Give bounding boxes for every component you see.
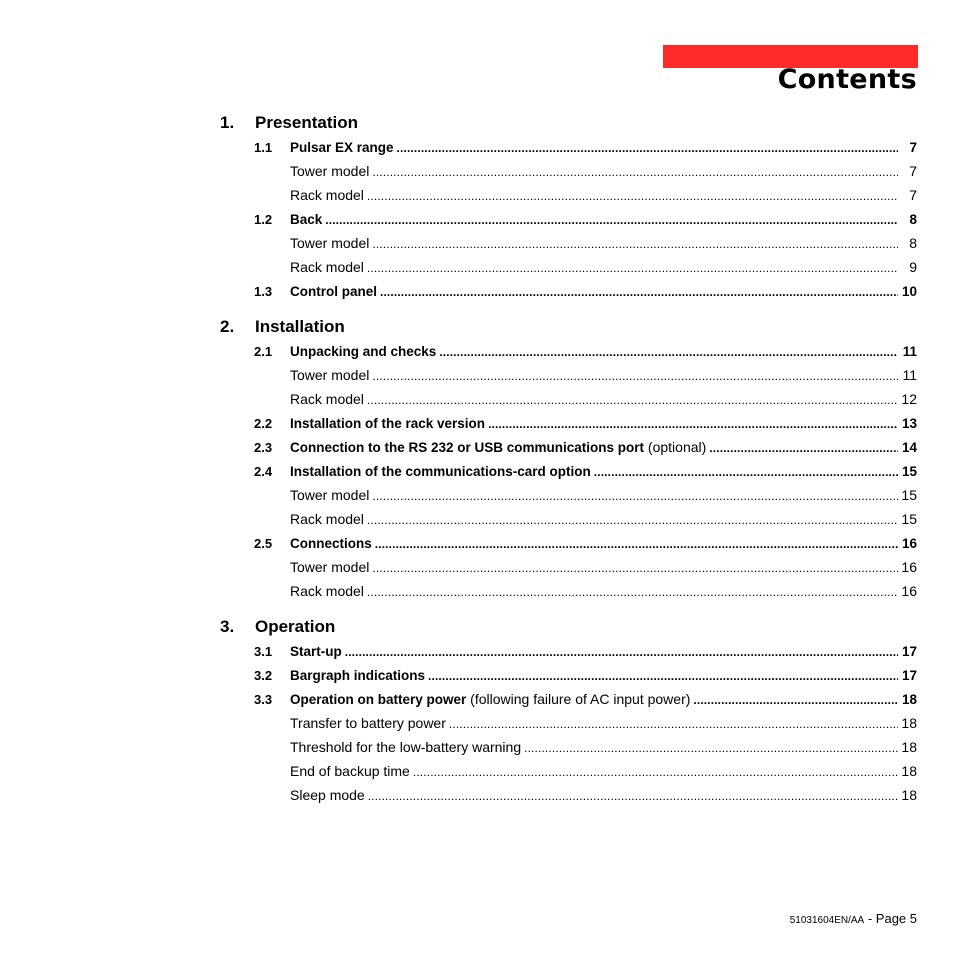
toc-entry[interactable] [220,411,917,435]
entry-label [290,532,372,556]
subentry-label: Threshold for the low-battery warning [290,739,522,755]
subentry-page: 16 [901,583,917,599]
entry-page: 10 [901,284,917,299]
section-heading [220,615,917,639]
subentry-label: Tower model [290,235,370,251]
section-heading [220,111,917,135]
entry-label [290,136,394,160]
entry-label [290,208,322,232]
entry-label [290,460,591,484]
section-number: 1. [220,113,235,132]
entry-label [290,664,425,688]
entry-number: 2.1 [254,344,273,359]
toc-subentry[interactable] [220,759,917,783]
entry-title: Operation on battery power [290,692,467,707]
toc-subentry[interactable] [220,231,917,255]
dot-leader [367,579,898,604]
toc-subentry[interactable] [220,507,917,531]
entry-number: 2.4 [254,464,273,479]
entry-title: Control panel [290,284,377,299]
entry-title: Connections [290,536,372,551]
entry-title: Installation of the rack version [290,416,486,431]
toc-subentry[interactable] [220,555,917,579]
subentry-label: Rack model [290,583,364,599]
subentry-page: 15 [901,487,917,503]
toc-entry[interactable] [220,639,917,663]
subentry-label: Transfer to battery power [290,715,446,731]
dot-leader [693,687,898,712]
dot-leader [380,279,898,304]
entry-label [290,435,706,460]
entry-page: 14 [901,440,917,455]
dot-leader [367,507,898,532]
entry-number: 2.3 [254,440,273,455]
toc-entry[interactable] [220,663,917,687]
section-title: Installation [255,317,345,336]
entry-title: Unpacking and checks [290,344,437,359]
toc-entry[interactable] [220,135,917,159]
dot-leader [325,207,898,232]
toc-entry[interactable] [220,435,917,459]
entry-number: 1.3 [254,284,273,299]
toc-entry[interactable] [220,207,917,231]
toc-subentry[interactable] [220,255,917,279]
toc-entry[interactable] [220,279,917,303]
toc-entry[interactable] [220,531,917,555]
toc-subentry[interactable] [220,579,917,603]
entry-title: Back [290,212,323,227]
entry-number: 3.1 [254,644,273,659]
subentry-label: End of backup time [290,763,410,779]
toc-subentry[interactable] [220,735,917,759]
entry-page: 18 [901,692,917,707]
toc-entry[interactable] [220,687,917,711]
page-number: - Page 5 [864,911,917,926]
entry-title: Start-up [290,644,342,659]
page-footer [790,911,917,926]
dot-leader [367,183,898,208]
dot-leader [449,711,898,736]
dot-leader [372,159,898,184]
subentry-page: 18 [901,739,917,755]
subentry-page: 18 [901,763,917,779]
toc-entry[interactable] [220,459,917,483]
toc-subentry[interactable] [220,159,917,183]
subentry-label: Tower model [290,559,370,575]
entry-number: 3.3 [254,692,273,707]
entry-note: (following failure of AC input power) [466,691,691,707]
dot-leader [375,531,898,556]
subentry-page: 12 [901,391,917,407]
dot-leader [397,135,898,160]
entry-note: (optional) [644,439,707,455]
dot-leader [524,735,898,760]
entry-label [290,640,342,664]
subentry-page: 16 [901,559,917,575]
dot-leader [372,231,898,256]
dot-leader [439,339,898,364]
entry-number: 2.2 [254,416,273,431]
entry-title: Installation of the communications-card option [290,464,591,479]
subentry-label: Tower model [290,163,370,179]
subentry-page: 7 [909,187,917,203]
subentry-label: Tower model [290,487,370,503]
dot-leader [709,435,898,460]
table-of-contents [220,111,917,807]
subentry-page: 15 [901,511,917,527]
document-code: 51031604EN/AA [789,915,865,926]
subentry-label: Sleep mode [290,787,365,803]
dot-leader [372,363,898,388]
entry-page: 17 [901,668,917,683]
dot-leader [413,759,898,784]
entry-page: 8 [909,212,917,227]
dot-leader [488,411,898,436]
entry-title: Bargraph indications [290,668,426,683]
toc-subentry[interactable] [220,183,917,207]
section-heading [220,315,917,339]
dot-leader [372,483,898,508]
section-title: Operation [255,617,336,636]
entry-number: 1.2 [254,212,273,227]
entry-label [290,412,485,436]
entry-number: 3.2 [254,668,273,683]
subentry-page: 18 [901,715,917,731]
subentry-page: 7 [909,163,917,179]
entry-page: 7 [909,140,917,155]
entry-page: 16 [901,536,917,551]
toc-subentry[interactable] [220,711,917,735]
subentry-label: Rack model [290,187,364,203]
entry-label [290,687,690,712]
entry-page: 13 [901,416,917,431]
section-title: Presentation [255,113,358,132]
subentry-page: 8 [909,235,917,251]
entry-number: 1.1 [254,140,273,155]
toc-subentry[interactable] [220,483,917,507]
entry-label [290,340,436,364]
subentry-page: 18 [901,787,917,803]
subentry-label: Rack model [290,391,364,407]
entry-title: Pulsar EX range [290,140,394,155]
entry-title: Connection to the RS 232 or USB communications port [290,440,645,455]
toc-entry[interactable] [220,339,917,363]
entry-number: 2.5 [254,536,273,551]
toc-subentry[interactable] [220,363,917,387]
dot-leader [372,555,898,580]
dot-leader [594,459,898,484]
subentry-label: Rack model [290,511,364,527]
subentry-label: Rack model [290,259,364,275]
entry-page: 17 [901,644,917,659]
entry-page: 11 [902,344,917,359]
section-number: 2. [220,317,235,336]
dot-leader [367,387,898,412]
page-title: Contents [777,64,917,95]
section-number: 3. [220,617,235,636]
entry-label [290,280,377,304]
subentry-page: 9 [909,259,917,275]
toc-subentry[interactable] [220,783,917,807]
subentry-label: Tower model [290,367,370,383]
dot-leader [367,255,898,280]
dot-leader [345,639,898,664]
subentry-page: 11 [902,367,917,383]
dot-leader [428,663,898,688]
dot-leader [368,783,898,808]
entry-page: 15 [901,464,917,479]
toc-subentry[interactable] [220,387,917,411]
